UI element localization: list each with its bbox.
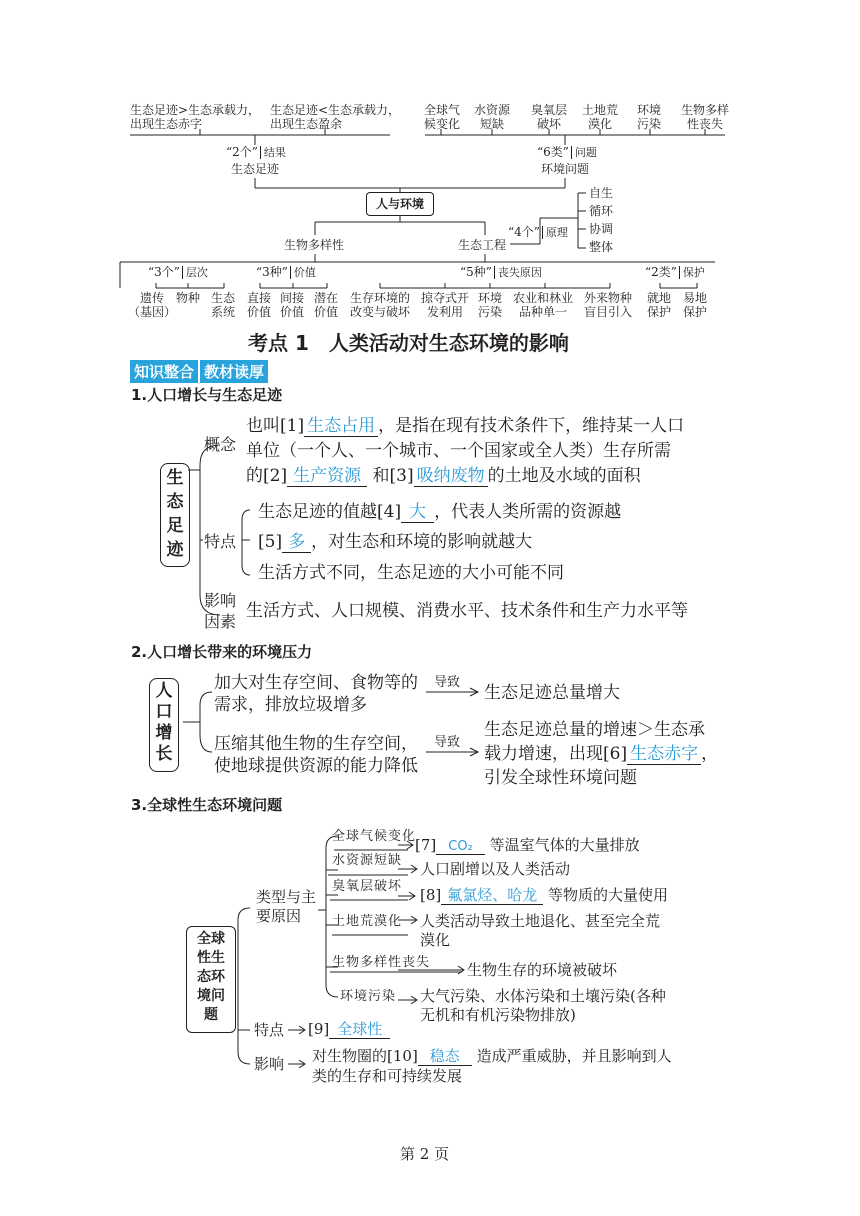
s1-concept-line3: 的[2] 生产资源 和[3] 吸纳废物 的土地及水域的面积 <box>246 466 641 486</box>
answer-6: 生态赤字 <box>627 744 701 765</box>
cause-exploitation: 掠夺式开 发利用 <box>421 291 470 319</box>
s3-desc-water: 人口剧增以及人类活动 <box>420 860 571 878</box>
problem-ozone: 臭氧层 破坏 <box>531 103 568 131</box>
answer-9: 全球性 <box>329 1020 390 1039</box>
s1-footprint-box: 生 态 足 迹 <box>160 463 190 567</box>
s3-cat-ozone: 臭氧层破坏 <box>332 879 403 894</box>
answer-7: CO₂ <box>436 839 485 855</box>
s1-concept-line1: 也叫[1] 生态占用 ，是指在现有技术条件下，维持某一人口 <box>246 416 685 436</box>
level-species: 物种 <box>176 291 201 305</box>
s3-cat-desert: 土地荒漠化 <box>332 914 403 929</box>
s3-desc-ozone: [8] 氟氯烃、哈龙 等物质的大量使用 <box>420 886 669 904</box>
answer-2: 生产资源 <box>287 466 367 487</box>
s3-impact-text: 对生物圈的[10] 稳态 造成严重威胁，并且影响到人 类的生存和可持续发展 <box>312 1047 672 1085</box>
surplus-line-2: 出现生态盈余 <box>270 117 343 131</box>
deficit-line-2: 出现生态赤字 <box>130 117 203 131</box>
s2-title: 2.人口增长带来的环境压力 <box>131 643 313 661</box>
principle-4: 整体 <box>589 240 614 254</box>
level-ecosystem: 生态 系统 <box>211 291 236 319</box>
s3-title: 3.全球性生态环境问题 <box>131 796 283 814</box>
s3-desc-climate: [7] CO₂ 等温室气体的大量排放 <box>415 836 640 854</box>
problem-climate: 全球气 候变化 <box>424 103 461 131</box>
section-heading: 考点 1 人类活动对生态环境的影响 <box>248 331 569 355</box>
answer-8: 氟氯烃、哈龙 <box>441 886 543 905</box>
level-gene: 遗传 （基因） <box>128 291 177 319</box>
s1-concept-label: 概念 <box>204 435 237 454</box>
answer-3: 吸纳废物 <box>414 466 488 487</box>
answer-1: 生态占用 <box>304 416 378 437</box>
s1-concept-line2: 单位（一个人、一个城市、一个国家或全人类）生存所需 <box>246 441 671 461</box>
s3-types-label: 类型与主 要原因 <box>256 888 317 925</box>
tag-textbook: 教材读厚 <box>200 360 268 383</box>
problem-water: 水资源 短缺 <box>474 103 511 131</box>
label-4-principles: “4个” 原理 <box>508 225 568 239</box>
eco-engineering-node: 生态工程 <box>458 238 507 252</box>
answer-4: 大 <box>401 502 434 523</box>
s1-feature-1: 生态足迹的值越[4] 大 ，代表人类所需的资源越 <box>258 502 622 522</box>
tag-row <box>130 360 268 383</box>
s1-factor-label: 影响 因素 <box>204 591 237 631</box>
s2-row2-cause: 压缩其他生物的生存空间， 使地球提供资源的能力降低 <box>214 734 418 776</box>
value-indirect: 间接 价值 <box>280 291 305 319</box>
answer-10: 稳态 <box>418 1047 472 1066</box>
protect-ex-situ: 易地 保护 <box>683 291 708 319</box>
s2-lead-1: 导致 <box>434 675 461 690</box>
s1-feature-2: [5] 多 ，对生态和环境的影响就越大 <box>258 532 533 552</box>
principle-1: 自生 <box>589 186 614 200</box>
s1-feature-label: 特点 <box>204 532 237 551</box>
label-3-levels: “3个” 层次 <box>148 265 208 279</box>
center-node: 人与环境 <box>366 192 434 216</box>
answer-5: 多 <box>282 532 311 553</box>
label-2-protection: “2类” 保护 <box>645 265 705 279</box>
label-2-results: “2个” 结果 <box>226 145 286 159</box>
eco-footprint-node: 生态足迹 <box>231 162 280 176</box>
cause-pollution: 环境 污染 <box>478 291 503 319</box>
s2-population-box: 人 口 增 长 <box>149 678 179 772</box>
deficit-line-1: 生态足迹>生态承载力， <box>130 103 261 117</box>
s3-impact-label: 影响 <box>254 1055 285 1073</box>
principle-2: 循环 <box>589 204 614 218</box>
s3-cat-climate: 全球气候变化 <box>332 829 417 844</box>
s1-factor-text: 生活方式、人口规模、消费水平、技术条件和生产力水平等 <box>246 601 688 621</box>
biodiversity-node: 生物多样性 <box>284 238 345 252</box>
s3-desc-pollution: 大气污染、水体污染和土壤污染(各种 无机和有机污染物排放) <box>420 987 666 1024</box>
problem-biodiversity: 生物多样 性丧失 <box>681 103 730 131</box>
s3-cat-biodiversity: 生物多样性丧失 <box>332 955 431 970</box>
problem-desert: 土地荒 漠化 <box>582 103 619 131</box>
surplus-note <box>270 103 400 131</box>
cause-habitat: 生存环境的 改变与破坏 <box>350 291 411 319</box>
s1-feature-3: 生活方式不同，生态足迹的大小可能不同 <box>258 563 564 583</box>
cause-monoculture: 农业和林业 品种单一 <box>513 291 574 319</box>
value-potential: 潜在 价值 <box>314 291 339 319</box>
s1-title: 1.人口增长与生态足迹 <box>131 386 283 404</box>
s3-desc-biodiversity: 生物生存的环境被破坏 <box>467 961 618 979</box>
s3-feature-label: 特点 <box>254 1021 285 1039</box>
s2-row2-result: 生态足迹总量的增速＞生态承 载力增速，出现[6] 生态赤字 ， 引发全球性环境问题 <box>484 720 719 788</box>
s3-feature-text: [9] 全球性 <box>308 1020 390 1039</box>
s3-cat-water: 水资源短缺 <box>332 853 403 868</box>
s2-row1-cause: 加大对生存空间、食物等的 需求，排放垃圾增多 <box>214 673 418 715</box>
label-6-problems: “6类” 问题 <box>537 145 597 159</box>
s3-cat-pollution: 环境污染 <box>340 989 397 1004</box>
protect-in-situ: 就地 保护 <box>647 291 672 319</box>
s3-global-box: 全球 性生 态环 境问 题 <box>186 926 236 1033</box>
value-direct: 直接 价值 <box>247 291 272 319</box>
problem-pollution: 环境 污染 <box>637 103 662 131</box>
s2-row1-result: 生态足迹总量增大 <box>484 683 620 703</box>
surplus-line-1: 生态足迹<生态承载力， <box>270 103 401 117</box>
cause-invasive: 外来物种 盲目引入 <box>584 291 633 319</box>
deficit-note <box>130 103 260 131</box>
s2-lead-2: 导致 <box>434 735 461 750</box>
s3-desc-desert: 人类活动导致土地退化、甚至完全荒 漠化 <box>420 912 661 949</box>
label-5-causes: “5种” 丧失原因 <box>460 265 542 279</box>
principle-3: 协调 <box>589 222 614 236</box>
page-number: 第 2 页 <box>400 1145 450 1163</box>
tag-knowledge: 知识整合 <box>130 360 198 383</box>
label-3-values: “3种” 价值 <box>256 265 316 279</box>
env-problems-node: 环境问题 <box>541 162 590 176</box>
